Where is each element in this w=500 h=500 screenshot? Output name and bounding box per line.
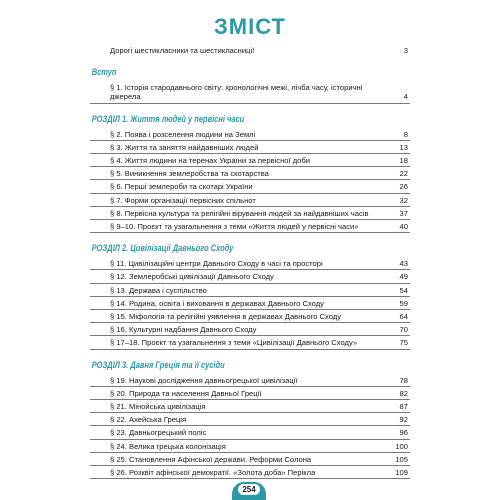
- toc-entry-title: § 24. Велика грецька колонізація: [110, 441, 226, 451]
- toc-entry[interactable]: [90, 374, 410, 387]
- toc-entry[interactable]: [90, 336, 410, 349]
- toc-entry-title: § 20. Природа та населення Давньої Греції: [110, 388, 262, 398]
- toc-entry-title: § 9–10. Проєкт та узагальнення з теми «Життя людей у первісні часи»: [110, 222, 359, 232]
- toc-entry-title: § 21. Мінойська цивілізація: [110, 402, 206, 412]
- toc-entry[interactable]: [90, 400, 410, 413]
- toc-entry-title: § 8. Первісна культура та релігійні вірування людей за найдавніших часів: [110, 208, 369, 218]
- toc-entry-title: § 3. Життя та заняття найдавніших людей: [110, 142, 259, 152]
- sections-container: [90, 67, 410, 479]
- intro-entry: [90, 46, 410, 55]
- toc-entry[interactable]: [90, 154, 410, 167]
- section-heading: Вступ: [91, 67, 117, 78]
- toc-entry[interactable]: [90, 141, 410, 154]
- toc-entry-page: 18: [399, 156, 408, 166]
- toc-entry[interactable]: [90, 270, 410, 283]
- section-heading: РОЗДІЛ 3. Давня Греція та її сусіди: [91, 359, 225, 370]
- toc-entry[interactable]: [90, 413, 410, 426]
- toc-entry[interactable]: [90, 207, 410, 220]
- toc-entry-title: § 17–18. Проєкт та узагальнення з теми «Цивілізації Давнього Сходу»: [110, 338, 358, 348]
- toc-entry-page: 13: [399, 142, 408, 152]
- toc-entry[interactable]: [90, 426, 410, 439]
- intro-text: Дорогі шестикласники та шестикласниці!: [110, 46, 255, 55]
- toc-entry-page: 59: [399, 298, 408, 308]
- toc-entry-title: § 4. Життя людини на теренах України за первісної доби: [110, 156, 310, 166]
- toc-entry-page: 54: [399, 285, 408, 295]
- toc-entry-title: § 15. Міфологія та релігійні уявлення в державах Давнього Сходу: [110, 312, 342, 322]
- toc-entry[interactable]: [90, 453, 410, 466]
- toc-entry[interactable]: [90, 220, 410, 233]
- intro-page: 3: [403, 46, 408, 55]
- toc-entry-title: § 2. Поява і розселення людини на Землі: [110, 129, 256, 139]
- toc-entry-title: § 23. Давньогрецький поліс: [110, 428, 207, 438]
- toc-entry-page: 32: [399, 195, 408, 205]
- toc-entry-page: 8: [403, 129, 408, 139]
- page-number-badge: [232, 482, 266, 500]
- page-number: 254: [238, 484, 259, 495]
- toc-entry-page: 49: [399, 272, 408, 282]
- toc-entry-title: § 1. Історія стародавнього світу: хронологічні межі, лічба часу, історичні джерела: [110, 83, 363, 102]
- toc-entry[interactable]: [90, 81, 410, 103]
- toc-entry-page: 75: [399, 338, 408, 348]
- toc-entry-title: § 12. Землеробські цивілізації Давнього Сходу: [110, 272, 274, 282]
- toc-entry[interactable]: [90, 194, 410, 207]
- toc-entry-page: 64: [399, 312, 408, 322]
- toc-entry[interactable]: [90, 323, 410, 336]
- toc-entry[interactable]: [90, 128, 410, 141]
- toc-entry[interactable]: [90, 440, 410, 453]
- toc-entry-title: § 6. Перші землероби та скотарі України: [110, 182, 253, 192]
- toc-entry[interactable]: [90, 284, 410, 297]
- toc-entry[interactable]: [90, 466, 410, 479]
- toc-entry-page: 105: [395, 454, 408, 464]
- toc-entry-page: 40: [399, 222, 408, 232]
- toc-entry-title: § 7. Форми організації первісних спільнот: [110, 195, 256, 205]
- toc-entry-title: § 19. Наукові дослідження давньогрецької цивілізації: [110, 375, 298, 385]
- toc-entry-page: 22: [399, 169, 408, 179]
- toc-section: [90, 114, 410, 234]
- toc-section: [90, 360, 410, 480]
- section-heading: РОЗДІЛ 1. Життя людей у первісні часи: [91, 113, 245, 124]
- toc-entry-title: § 11. Цивілізаційні центри Давнього Сходу в часі та просторі: [110, 259, 323, 269]
- toc-entry-page: 109: [395, 468, 408, 478]
- toc-entry[interactable]: [90, 257, 410, 270]
- toc-entry-page: 4: [403, 92, 408, 102]
- toc-entry-page: 82: [399, 388, 408, 398]
- toc-entry-page: 100: [395, 441, 408, 451]
- toc-entry-title: § 26. Розквіт афінської демократії. «Золота доба» Перікла: [110, 468, 316, 478]
- toc-entry-title: § 5. Виникнення землеробства та скотарства: [110, 169, 269, 179]
- toc-entry[interactable]: [90, 387, 410, 400]
- toc-entry[interactable]: [90, 167, 410, 180]
- toc-entry-title: § 25. Становлення Афінської держави. Реформи Солона: [110, 454, 312, 464]
- toc-section: [90, 243, 410, 349]
- toc-entry-page: 87: [399, 402, 408, 412]
- toc-entry-title: § 14. Родина, освіта і виховання в державах Давнього Сходу: [110, 298, 324, 308]
- toc-section: [90, 67, 410, 103]
- toc-entry-page: 96: [399, 428, 408, 438]
- toc-entry-page: 26: [399, 182, 408, 192]
- toc-entry-title: § 22. Ахейська Греція: [110, 415, 187, 425]
- toc-entry[interactable]: [90, 180, 410, 193]
- page-title: ЗМІСТ: [214, 14, 286, 39]
- toc-entry-page: 37: [399, 208, 408, 218]
- toc-entry-title: § 13. Держава і суспільство: [110, 285, 207, 295]
- toc-entry-page: 43: [399, 259, 408, 269]
- toc-entry-title: § 16. Культурні надбання Давнього Сходу: [110, 325, 257, 335]
- toc-entry-page: 92: [399, 415, 408, 425]
- section-heading: РОЗДІЛ 2. Цивілізації Давнього Сходу: [91, 243, 234, 254]
- table-of-contents: [90, 46, 410, 483]
- toc-entry[interactable]: [90, 297, 410, 310]
- toc-entry-page: 78: [399, 375, 408, 385]
- toc-entry[interactable]: [90, 310, 410, 323]
- toc-entry-page: 70: [399, 325, 408, 335]
